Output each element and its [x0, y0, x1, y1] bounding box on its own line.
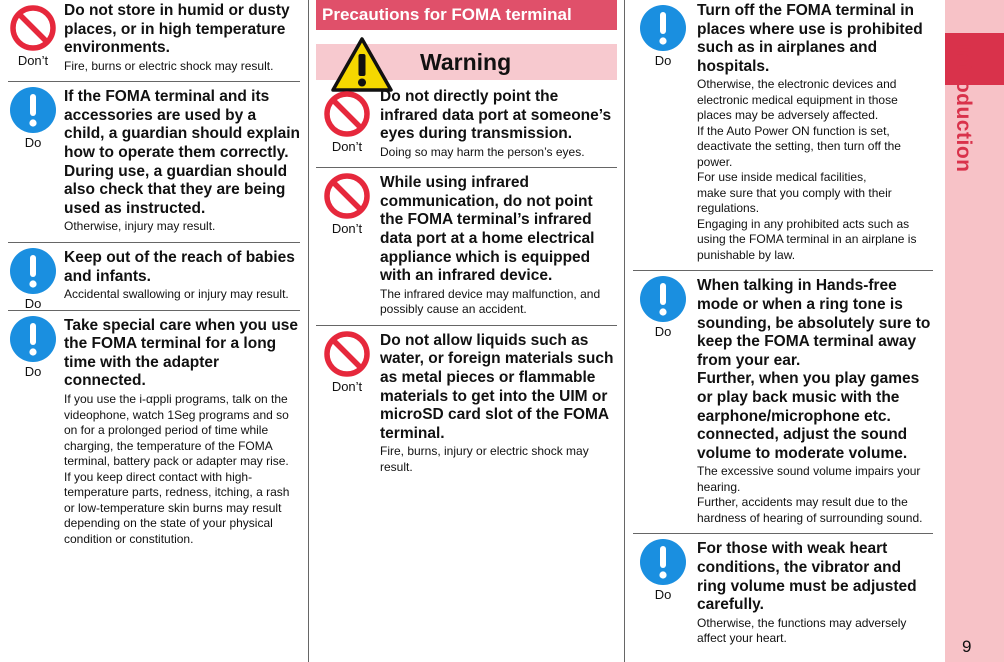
exclamation-icon [8, 247, 58, 295]
exclamation-icon [633, 538, 693, 586]
icon-label: Do [24, 135, 42, 151]
page-number: 9 [962, 637, 972, 656]
instruction-badge [8, 247, 58, 311]
precaution-heading: Take special care when you use the FOMA terminal for a long time with the adapter connected. [64, 316, 299, 390]
column-divider [624, 0, 625, 662]
column-divider [308, 0, 309, 662]
precaution-item [8, 242, 300, 310]
icon-label: Do [654, 324, 672, 340]
prohibition-icon [316, 172, 378, 220]
precaution-item [316, 86, 617, 167]
exclamation-icon [8, 86, 58, 134]
column-middle [316, 0, 617, 482]
precaution-heading: When talking in Hands-free mode or when a ring tone is sounding, be absolutely sure to keep the FOMA terminal away from your ear. Further, when you play games or play back music with the earphone/microphone etc. connected, adjust the sound volume to moderate volume. [697, 277, 931, 462]
precaution-heading: If the FOMA terminal and its accessories are used by a child, a guardian should explain how to operate them correctly. During use, a guardian should also check that they are being used as instructed. [64, 88, 300, 217]
icon-label: Do [24, 363, 42, 379]
prohibition-icon [316, 330, 378, 378]
precaution-body: If you use the i-αppli programs, talk on the videophone, watch 1Seg programs and so on for a prolonged period of time while charging, the temperature of the FOMA terminal, battery pack or adapter may rise. If you keep direct contact with high-temperature parts, redness, itching, a rash or low-temperature skin burns may result depending on the state of your physical condition or constitution. [64, 392, 290, 546]
precaution-item [316, 167, 617, 325]
precaution-item [8, 310, 300, 554]
precaution-body: Fire, burns, injury or electric shock may result. [380, 444, 589, 474]
precaution-body: The infrared device may malfunction, and possibly cause an accident. [380, 286, 601, 317]
precaution-item [633, 0, 933, 270]
precaution-body: Fire, burns or electric shock may result. [64, 58, 274, 73]
precaution-body: Otherwise, the electronic devices and electronic medical equipment in those places may be adversely affected. If the Auto Power ON function is set, deactivate the setting, then turn off the power. For use inside medical facilities, make sure that you comply with their regulations. Engaging in any prohibited acts such as using the FOMA terminal in an airplane is punishable by law. [697, 77, 917, 262]
column-right [633, 0, 933, 654]
icon-label: Do [24, 295, 42, 311]
icon-label: Do [654, 53, 672, 68]
precaution-item [8, 81, 300, 242]
precaution-heading: For those with weak heart conditions, the vibrator and ring volume must be adjusted carefully. [697, 540, 917, 614]
prohibition-icon [8, 4, 58, 52]
precaution-heading: While using infrared communication, do not point the FOMA terminal’s infrared data port at a home electrical appliance which is equipped with an infrared device. [380, 174, 595, 285]
precaution-item [8, 0, 300, 81]
precaution-body: Otherwise, the functions may adversely affect your heart. [697, 615, 907, 646]
instruction-badge [633, 275, 693, 339]
precaution-heading: Do not store in humid or dusty places, or in high temperature environments. [64, 2, 290, 57]
warning-label: Warning [420, 49, 512, 75]
precaution-heading: Do not allow liquids such as water, or foreign materials such as metal pieces or flammable materials to get into the UIM or microSD card slot of the FOMA terminal. [380, 331, 614, 442]
exclamation-icon [633, 275, 693, 323]
prohibition-icon [316, 90, 378, 138]
icon-label: Don’t [331, 139, 363, 154]
column-left [8, 0, 300, 554]
warning-banner [316, 44, 617, 80]
precaution-body: The excessive sound volume impairs your hearing. Further, accidents may result due to the hardness of hearing of surrounding sound. [697, 464, 923, 525]
precaution-item [633, 270, 933, 533]
precaution-body: Accidental swallowing or injury may result. [64, 287, 289, 302]
instruction-badge [8, 86, 58, 150]
icon-label: Do [654, 587, 672, 603]
icon-label: Don’t [331, 221, 363, 237]
instruction-badge [633, 4, 693, 68]
icon-label: Don’t [331, 378, 363, 394]
precaution-item [316, 325, 617, 483]
section-title: Precautions for FOMA terminal [316, 0, 617, 30]
prohibition-badge [8, 4, 58, 68]
prohibition-badge [316, 172, 378, 236]
warning-items [316, 86, 617, 482]
prohibition-badge [316, 330, 378, 394]
exclamation-icon [633, 4, 693, 52]
exclamation-icon [8, 315, 58, 363]
precaution-body: Otherwise, injury may result. [64, 219, 216, 234]
side-tab-label: Introduction [952, 44, 975, 173]
precaution-heading: Do not directly point the infrared data port at someone’s eyes during transmission. [380, 88, 612, 143]
prohibition-badge [316, 90, 378, 154]
precaution-body: Doing so may harm the person’s eyes. [380, 144, 585, 159]
precaution-heading: Turn off the FOMA terminal in places where use is prohibited such as in airplanes and hospitals. [697, 2, 923, 75]
instruction-badge [633, 538, 693, 602]
precaution-item [633, 533, 933, 653]
instruction-badge [8, 315, 58, 379]
precaution-heading: Keep out of the reach of babies and infants. [64, 248, 295, 285]
icon-label: Don’t [17, 53, 49, 68]
